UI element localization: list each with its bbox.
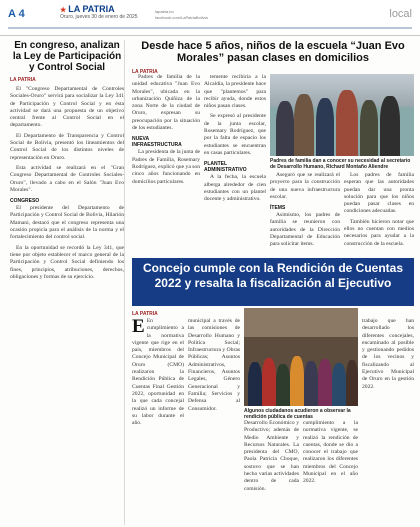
paragraph: Aseguró que se realizará el proyecto para la construcción de una nueva infraestructura escolar. [270,172,340,200]
paragraph: En cumplimiento a la normativa vigente que rige en el país, miembros del Concejo Municipal de Oruro (CMO) realizaron la Rendición Pública de Cuentas Final Gestión 2022, oportunidad en la que cada concejal realizó un informe de su labor durante el año. [132,318,184,427]
top-photo-block [270,74,414,248]
bottom-article [132,308,414,527]
top-source: LA PATRIA [132,69,158,75]
paragraph: A la fecha, la escuela alberga alrededor de cien estudiantes con un plantel docente y administrativo. [204,174,266,203]
bottom-photo-block [244,308,358,492]
paragraph: Se expresó al presidente de la junta escolar, Rosemary Rodríguez, que por la falta de espacio los estudiantes se encuentran en casas particulares. [204,113,266,156]
header-rule [8,27,412,29]
paragraph: municipal a través de las comisiones de Desarrollo Humano y Política Social; Infraestructura y Obras Públicas; Asuntos Administrativos, Financieros, Asuntos Legales, Género Generacional y Familia; Servicios y Defensa al Consumidor. [188,318,240,412]
bottom-col-2 [188,318,240,527]
top-headline: Desde hace 5 años, niños de la escuela “Juan Evo Morales” pasan clases en domicilios [141,40,405,64]
paragraph: Asimismo, los padres de familia se reunieron con autoridades de la Dirección Departamental de Educación para solicitar ítems. [270,212,340,248]
top-article [132,40,414,255]
left-body [10,86,124,281]
left-article [10,40,125,525]
bottom-headline-banner: Concejo cumple con la Rendición de Cuentas 2022 y resalta la fiscalización al Ejecutivo [132,258,414,306]
drop-cap: E [132,318,145,337]
top-subhead-2: PLANTEL ADMINISTRATIVO [204,161,247,174]
issue-date: Oruro, jueves 30 de enero de 2025 [60,14,138,20]
bottom-col-3 [244,420,299,527]
top-subhead-1: NUEVA INFRAESTRUCTURA [132,136,182,149]
paragraph: El presidente del Departamento de Participación y Control Social de Bolivia, Hilarión Mamani, destacó que el congreso representa una ocasión propicia para el análisis de la norma y el fortalecimiento del control social. [10,205,124,241]
paragraph: trabajo que han desarrollado los diferentes concejales, encaminado al posible y gestionando pedidos de los vecinos y fiscalizando al Ejecutivo Municipal de Oruro en la gestión 2022. [362,318,414,390]
left-headline: En congreso, analizan la Ley de Participación y Control Social [12,40,122,73]
top-photo-caption: Padres de familia dan a conocer su necesidad al secretario de Desarrollo Humano, Richard Montaño Aliendre [270,158,411,170]
logo-text: LA PATRIA [68,4,115,14]
section-label: local [389,8,412,20]
bottom-photo [244,308,358,406]
bottom-col-5 [362,318,414,527]
bottom-photo-caption: Algunos ciudadanos acudieron a observar la rendición pública de cuentas [244,408,351,420]
top-subhead-3: ÍTEMS [270,205,286,212]
paragraph: temente recibiría a la Alcaldía, la presidente hace que "plantemos" para recibir ayuda, donde estos niños pasan clases. [204,74,266,110]
paragraph: El Departamento de Transparencia y Control Social de Bolivia, presentó los lineamientos del Control Social de los distintos niveles de representación en Oruro. [10,132,124,161]
paragraph: Esta actividad se realizará en el "Gran Congreso Departamental de Controles Sociales-Oruro", llevado a cabo en el Salón "Juan Evo Morales". [10,164,124,193]
paragraph: También hicieron notar que ellos no cuentan con medios necesarios para ayudar a la construcción de la escuela. [344,218,414,247]
paragraph: Padres de familia de la unidad educativa "Juan Evo Morales", ubicada en la urbanización Quiñiza de la zona Norte de la ciudad de Oruro, expresan su preocupación por la situación de los estudiantes. [132,74,200,132]
top-col-4 [344,172,414,254]
bottom-source: LA PATRIA [132,311,158,317]
newspaper-logo [60,4,115,14]
left-source: LA PATRIA [10,77,36,83]
paragraph: En la oportunidad se recordó la Ley 341, que tiene por objeto establecer el marco general de la Participación y Control Social definiendo los fines, principios, atribuciones, derechos, obligaciones y formas de su ejercicio. [10,244,124,280]
bottom-col-4 [303,420,358,527]
top-photo [270,74,414,156]
left-subhead: CONGRESO [10,198,40,205]
paragraph: Desarrollo Económico y Productivo; además de Medio Ambiente y Recursos Naturales. La presidenta del CMO, Paola Patricia Choque, sostuvo que se han hecho varias actividades dentro de cada comisión. [244,420,299,492]
top-col-1 [132,74,200,254]
paragraph: cumplimiento a la normativa vigente, se realizó la rendición de cuentas, donde se dio a conocer el trabajo que realizaron los diferentes miembros del Concejo Municipal en el año 2022. [303,420,358,485]
paragraph: Los padres de familia esperan que las autoridades puedan dar una pronta solución para que los niños puedan pasar clases en condiciones adecuadas. [344,172,414,215]
top-col-3 [270,172,340,254]
contact-info: lapatria.bo facebook.com/LaPatriaBolivia [155,9,208,20]
page-number: A 4 [8,8,25,20]
bottom-col-1 [132,318,184,527]
paragraph: El "Congreso Departamental de Controles Sociales-Oruro" servirá para socializar la Ley 341 de Participación y Control Social y en ésta actividad se dará una propuesta de un objetivo central frente al Control Social en el departamento. [10,86,124,129]
top-col-2 [204,74,266,254]
page-header [0,0,420,36]
star-icon: ★ [60,7,67,14]
paragraph: La presidenta de la junta de Padres de Familia, Rosemary Rodríguez, explicó que ya son cinco años funcionando en domicilios particulares. [132,149,200,185]
